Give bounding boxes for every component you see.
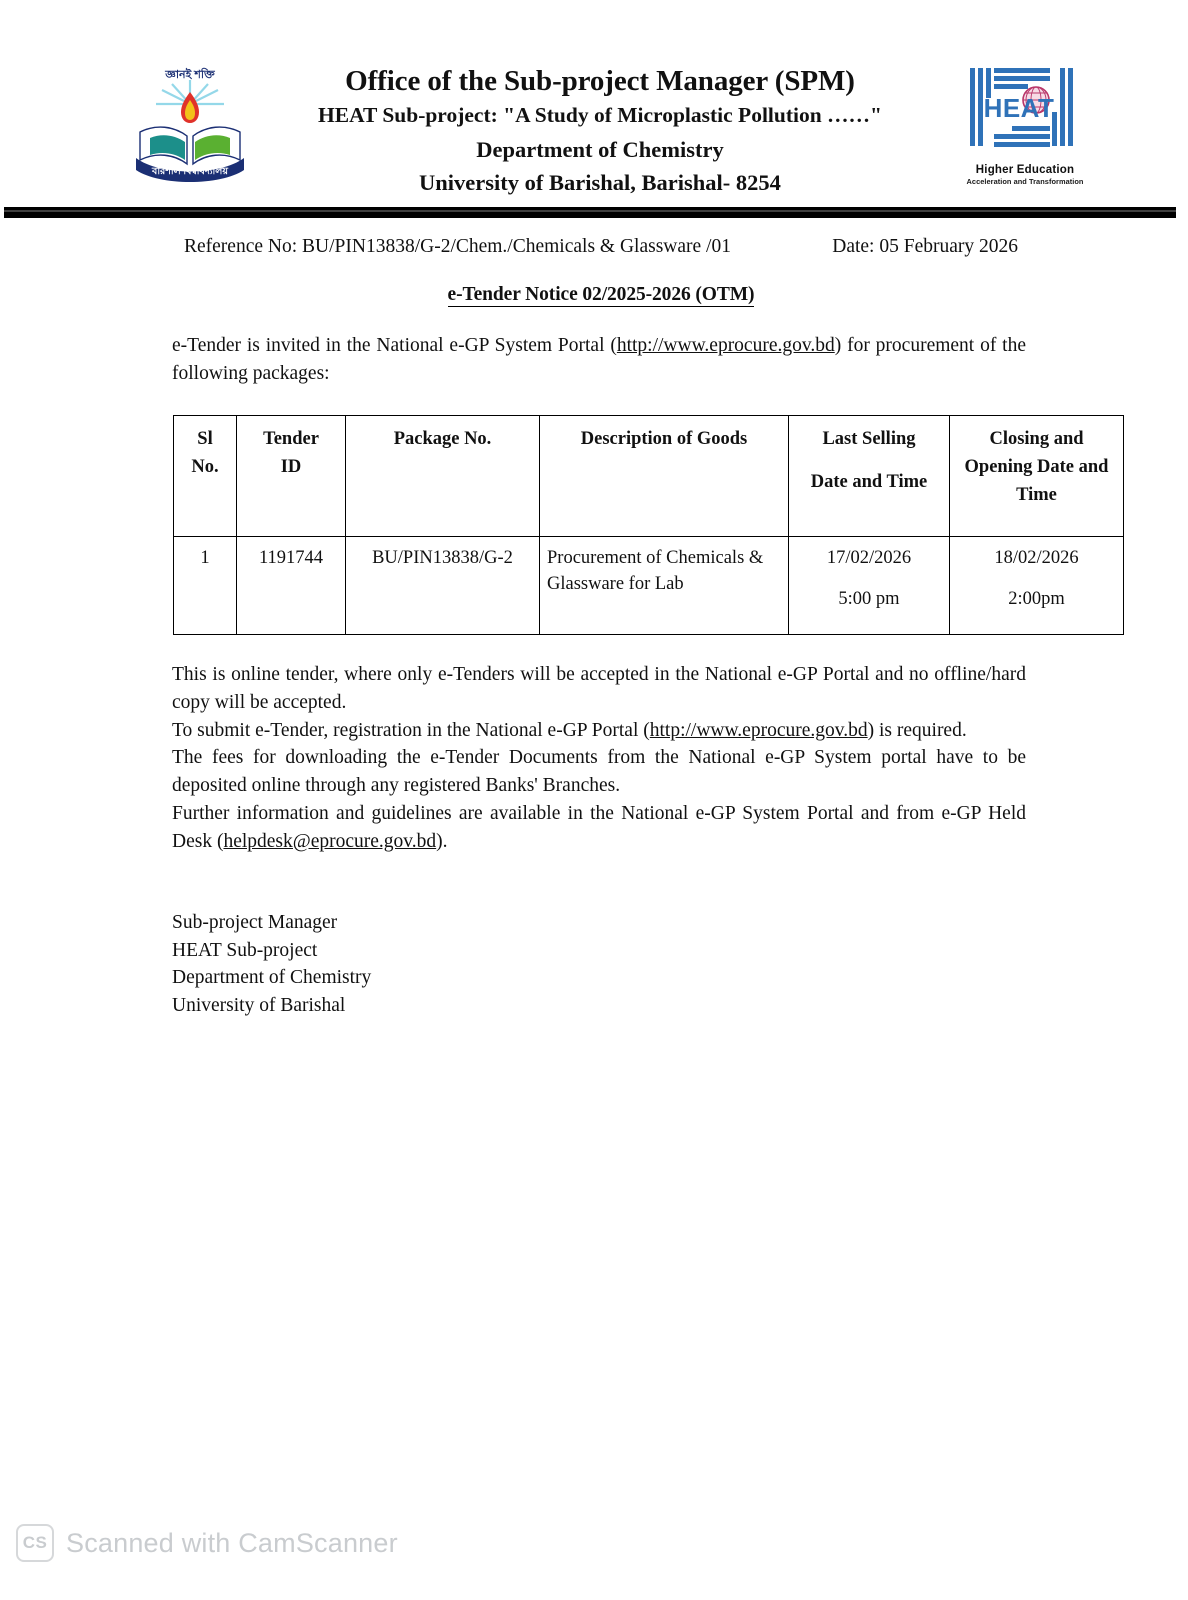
- table-body: [174, 536, 1124, 635]
- last-selling-date: 17/02/2026: [826, 547, 912, 568]
- sl-header-line2: No.: [191, 457, 219, 478]
- signature-role: Sub-project Manager: [172, 912, 338, 934]
- eprocure-portal-link[interactable]: http://www.eprocure.gov.bd: [616, 335, 835, 356]
- column-header-tender-id: [237, 416, 346, 536]
- svg-text:জ্ঞানই শক্তি: জ্ঞানই শক্তি: [165, 69, 215, 81]
- column-header-closing-opening: [950, 416, 1124, 536]
- svg-text:বরিশাল বিশ্ববিদ্যালয়: বরিশাল বিশ্ববিদ্যালয়: [152, 166, 228, 177]
- closing-header-line1: Closing and: [989, 429, 1084, 450]
- cell-package-no: BU/PIN13838/G-2: [346, 536, 540, 635]
- heat-caption-secondary: Acceleration and Transformation: [966, 177, 1084, 186]
- signature-block: [170, 909, 1032, 1019]
- header-divider-rule: [4, 207, 1176, 218]
- note4-after-link: ).: [436, 830, 448, 852]
- tender-header-line2: ID: [280, 457, 302, 478]
- column-header-last-selling: [789, 416, 950, 536]
- last-selling-header-line1: Last Selling: [822, 429, 916, 450]
- note-paragraph-3: The fees for downloading the e-Tender Documents from the National e-GP System portal have to be deposited online through any registered Banks' Branches.: [172, 747, 1026, 797]
- helpdesk-email-link[interactable]: helpdesk@eprocure.gov.bd: [223, 830, 437, 852]
- camscanner-badge-icon: CS: [16, 1524, 54, 1562]
- divider-inner-line: [4, 210, 1176, 212]
- reference-line: [170, 236, 1032, 258]
- intro-paragraph: [170, 332, 1032, 387]
- last-selling-header-line2: Date and Time: [810, 472, 928, 493]
- closing-header-line3: Time: [1016, 484, 1057, 505]
- closing-date: 18/02/2026: [994, 547, 1079, 568]
- heat-logo: [960, 62, 1090, 186]
- last-selling-time: 5:00 pm: [838, 588, 900, 609]
- university-seal: [130, 58, 250, 186]
- note-paragraph-1: This is online tender, where only e-Tenders will be accepted in the National e-GP Portal and no offline/hard copy will be accepted.: [172, 664, 1026, 714]
- note-paragraph-2: [172, 717, 1026, 745]
- table-row: [174, 536, 1124, 635]
- tender-packages-table: [173, 415, 1124, 635]
- note2-after-link: ) is required.: [867, 719, 967, 741]
- notice-title-text: e-Tender Notice 02/2025-2026 (OTM): [447, 284, 755, 305]
- cell-closing-opening: [950, 536, 1124, 635]
- eprocure-portal-link-2[interactable]: http://www.eprocure.gov.bd: [649, 719, 868, 741]
- subproject-title: HEAT Sub-project: "A Study of Microplastic Pollution ……": [318, 103, 882, 128]
- letterhead: [0, 52, 1188, 202]
- note2-before-link: To submit e-Tender, registration in the National e-GP Portal (: [172, 719, 650, 741]
- intro-text-after-link: ) for procurement of the following packages:: [172, 335, 1026, 384]
- cell-description: Procurement of Chemicals & Glassware for Lab: [540, 536, 789, 635]
- university-title: University of Barishal, Barishal- 8254: [419, 170, 781, 196]
- office-title: Office of the Sub-project Manager (SPM): [345, 65, 855, 97]
- closing-time: 2:00pm: [1008, 588, 1065, 609]
- table-header-row: [174, 416, 1124, 536]
- document-body: [170, 236, 1109, 1019]
- cell-sl-no: 1: [174, 536, 237, 635]
- tender-header-line1: Tender: [263, 429, 319, 450]
- department-title: Department of Chemistry: [476, 136, 724, 162]
- notice-title: [170, 284, 1032, 306]
- heat-caption-primary: Higher Education: [975, 164, 1075, 176]
- cell-last-selling: [789, 536, 950, 635]
- closing-header-line2: Opening Date and: [964, 457, 1109, 478]
- signature-project: HEAT Sub-project: [172, 939, 318, 961]
- cell-tender-id: 1191744: [237, 536, 346, 635]
- camscanner-watermark: [16, 1524, 398, 1562]
- column-header-sl-no: [174, 416, 237, 536]
- reference-number: Reference No: BU/PIN13838/G-2/Chem./Chemicals & Glassware /01: [184, 236, 731, 257]
- camscanner-label: Scanned with CamScanner: [66, 1527, 398, 1558]
- note-paragraph-4: [172, 800, 1026, 855]
- university-of-barishal-seal-icon: [132, 60, 248, 184]
- document-date: Date: 05 February 2026: [832, 236, 1018, 257]
- intro-text-before-link: e-Tender is invited in the National e-GP System Portal (: [172, 335, 617, 356]
- signature-university: University of Barishal: [172, 994, 346, 1016]
- sl-header-line1: Sl: [197, 429, 213, 450]
- column-header-package-no: Package No.: [346, 416, 540, 536]
- letterhead-title-block: [250, 52, 950, 200]
- note4-before-link: Further information and guidelines are available in the National e-GP System Portal and from e-GP Held Desk (: [172, 802, 1026, 852]
- notes-section: [170, 661, 1032, 855]
- signature-department: Department of Chemistry: [172, 967, 372, 989]
- table-header: [174, 416, 1124, 536]
- heat-logo-icon: [966, 62, 1084, 158]
- svg-text:HEAT: HEAT: [983, 93, 1055, 123]
- column-header-description: Description of Goods: [540, 416, 789, 536]
